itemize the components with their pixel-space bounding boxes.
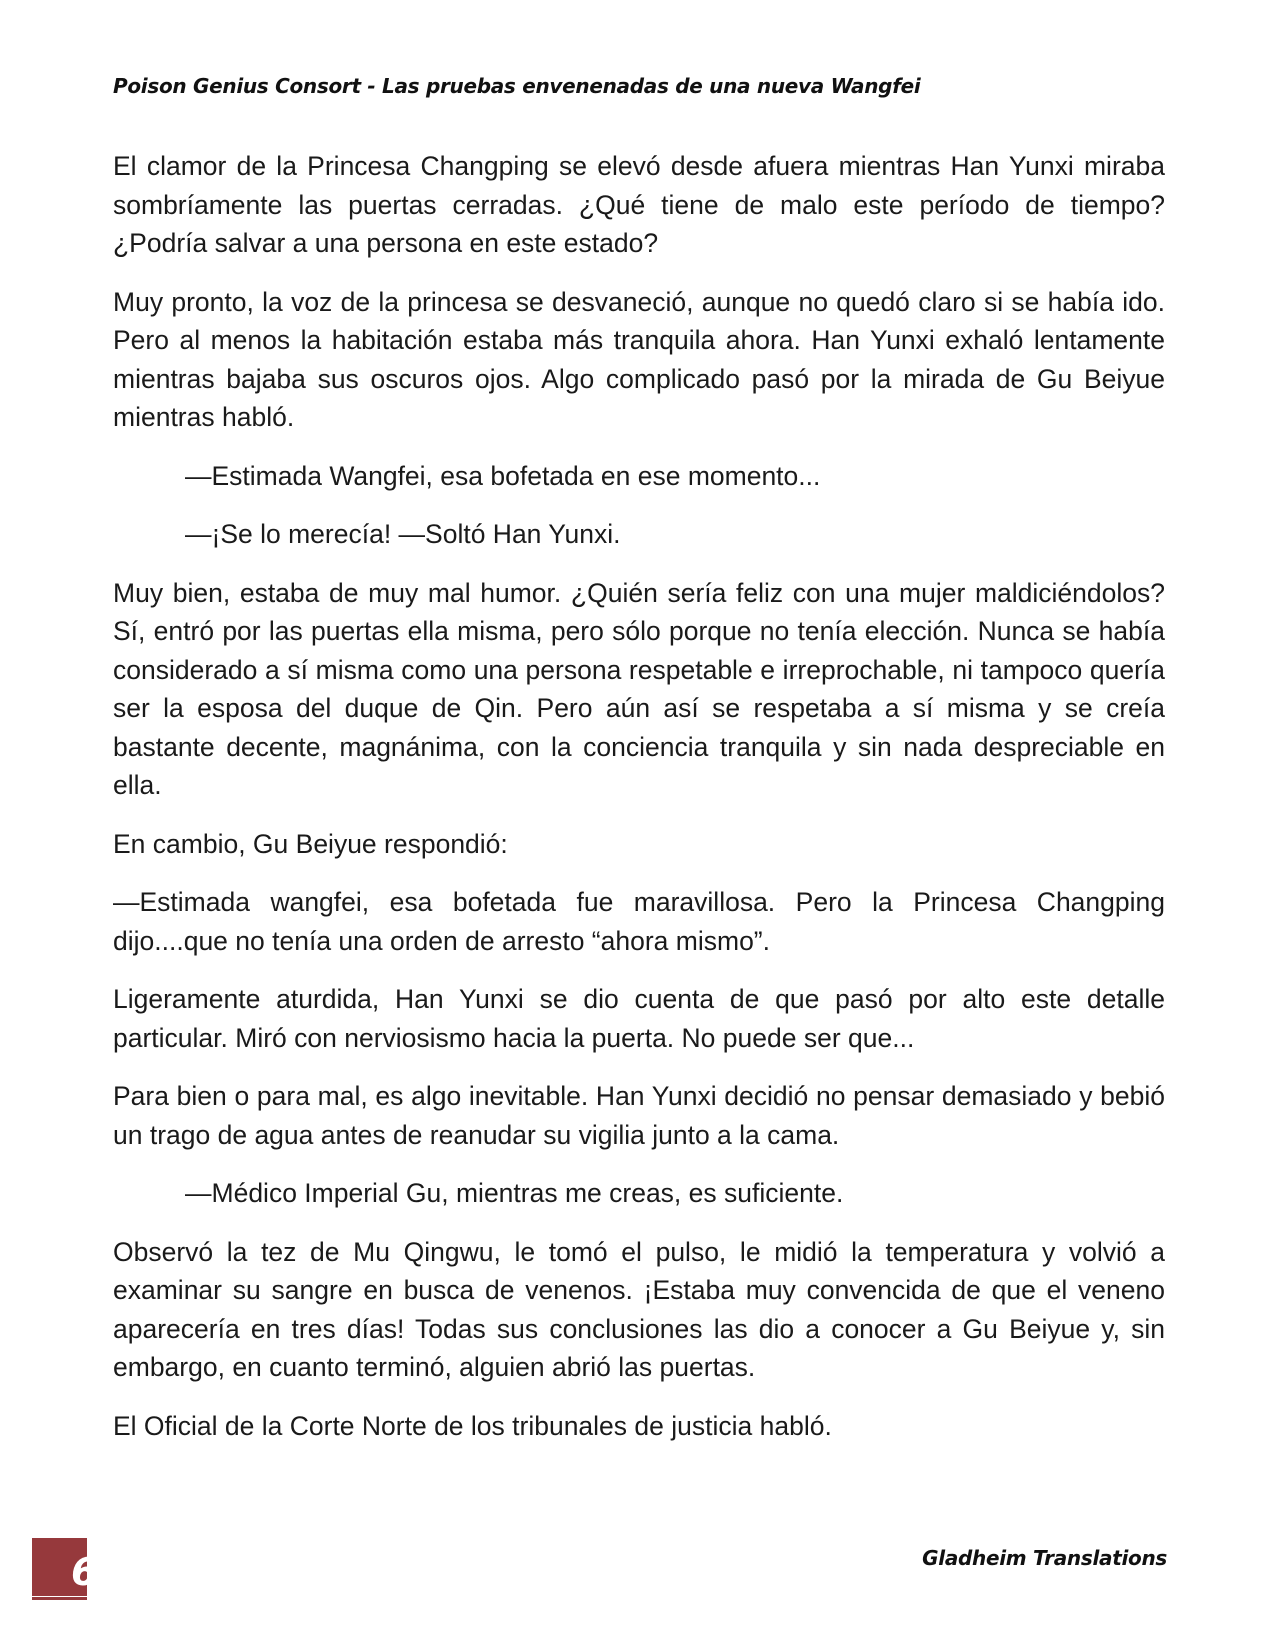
footer-brand: Gladheim Translations <box>922 1546 1167 1570</box>
paragraph: Muy pronto, la voz de la princesa se desvaneció, aunque no quedó claro si se había ido. Pero al menos la habitación estaba más tranquila ahora. Han Yunxi exhaló lentamente mientras bajaba sus oscuros ojos. Algo complicado pasó por la mirada de Gu Beiyue mientras habló. <box>113 286 1165 432</box>
page-number-badge <box>32 1538 98 1596</box>
running-header: Poison Genius Consort - Las pruebas envenenadas de una nueva Wangfei <box>113 74 921 98</box>
paragraph: —Estimada wangfei, esa bofetada fue maravillosa. Pero la Princesa Changping dijo....que no tenía una orden de arresto “ahora mismo”. <box>113 887 1165 956</box>
dialogue-line: —Estimada Wangfei, esa bofetada en ese momento... <box>185 460 821 491</box>
paragraph: Observó la tez de Mu Qingwu, le tomó el pulso, le midió la temperatura y volvió a examinar su sangre en busca de venenos. ¡Estaba muy convencida de que el veneno aparecería en tres días! Todas sus conclusiones las dio a conocer a Gu Beiyue y, sin embargo, en cuanto terminó, alguien abrió las puertas. <box>113 1236 1165 1382</box>
paragraph: El clamor de la Princesa Changping se elevó desde afuera mientras Han Yunxi miraba sombríamente las puertas cerradas. ¿Qué tiene de malo este período de tiempo? ¿Podría salvar a una persona en este estado? <box>113 151 1165 258</box>
paragraph: El Oficial de la Corte Norte de los tribunales de justicia habló. <box>113 1410 832 1441</box>
dialogue-line: —Médico Imperial Gu, mientras me creas, es suficiente. <box>185 1178 844 1208</box>
paragraph: En cambio, Gu Beiyue respondió: <box>113 828 508 859</box>
paragraph: Ligeramente aturdida, Han Yunxi se dio cuenta de que pasó por alto este detalle particular. Miró con nerviosismo hacia la puerta. No puede ser que... <box>113 984 1165 1053</box>
dialogue-line: —¡Se lo merecía! —Soltó Han Yunxi. <box>185 519 621 549</box>
paragraph: Para bien o para mal, es algo inevitable. Han Yunxi decidió no pensar demasiado y bebió un trago de agua antes de reanudar su vigilia junto a la cama. <box>113 1081 1165 1150</box>
paragraph: Muy bien, estaba de muy mal humor. ¿Quién sería feliz con una mujer maldiciéndolos? Sí, entró por las puertas ella misma, pero sólo porque no tenía elección. Nunca se había considerado a sí misma como una persona respetable e irreprochable, ni tampoco quería ser la esposa del duque de Qin. Pero aún así se respetaba a sí misma y se creía bastante decente, magnánima, con la conciencia tranquila y sin nada despreciable en ella. <box>113 577 1165 800</box>
page-number: 6 <box>71 1550 98 1594</box>
page-number-underline <box>32 1597 87 1600</box>
body-text <box>113 147 1165 1465</box>
